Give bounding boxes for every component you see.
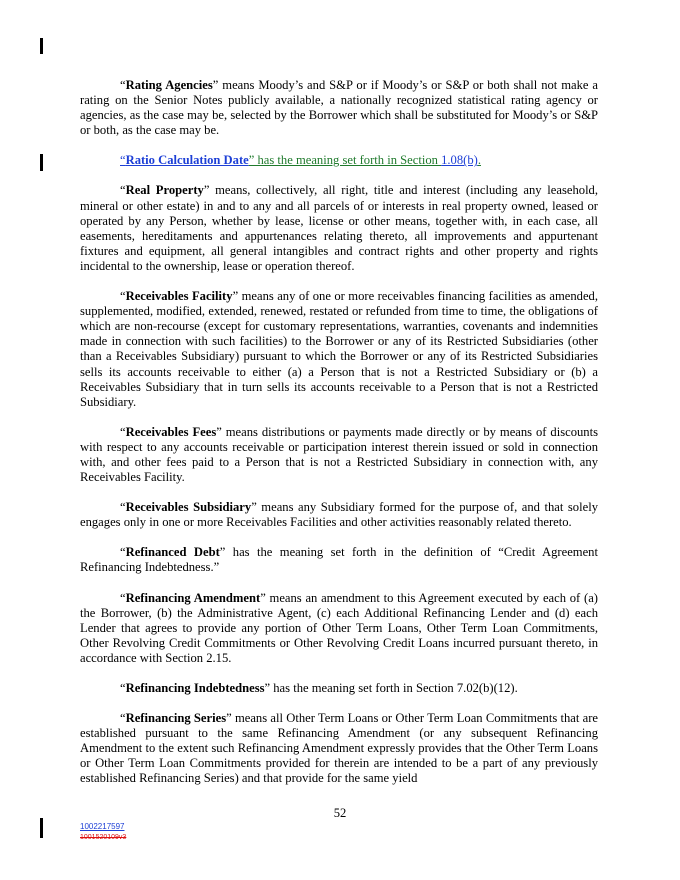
definition-text: ” means any of one or more receivables financing facilities as amended, supplemented, modified, extended, renewed, restated or refunded from time to time, the obligations of which are non-recourse (except for customary representations, warranties, covenants and indemnities made in connection with such facilities) to the Borrower or any of its Restricted Subsidiaries (other than a Receivables Subsidiary) pursuant to which the Borrower or any of its Restricted Subsidiaries sells its accounts receivable to either (a) a Person that is not a Restricted Subsidiary or (b) a Receivables Subsidiary that in turn sells its accounts receivable to a Person that is not a Restricted Subsidiary. <box>80 289 598 409</box>
inserted-period: . <box>477 153 481 168</box>
definition-refinancing-indebtedness <box>80 681 598 696</box>
page-body <box>80 78 598 787</box>
defined-term: Receivables Facility <box>125 289 233 304</box>
quote-open: “ <box>120 681 126 695</box>
quote-open: “ <box>120 289 126 304</box>
definition-text: ” means an amendment to this Agreement executed by each of (a) the Borrower, (b) the Administrative Agent, (c) each Additional Refinancing Lender and (d) each Lender that agrees to provide any portion of Other Term Loans, Other Term Loan Commitments, Other Revolving Credit Commitments or Other Revolving Credit Loans incurred pursuant thereto, in accordance with Section 2.15. <box>80 590 598 665</box>
definition-text: ” means Moody’s and S&P or if Moody’s or S&P or both shall not make a rating on the Senior Notes publicly available, a nationally recognized statistical rating agency or agencies, as the case may be, selected by the Borrower which shall be substituted for Moody’s or S&P or both, as the case may be. <box>80 78 598 138</box>
definition-refinancing-series <box>80 711 598 786</box>
definition-refinanced-debt <box>80 545 598 575</box>
defined-term: Rating Agencies <box>125 78 213 92</box>
quote-open: “ <box>120 78 126 92</box>
definition-text: ” has the meaning set forth in the definition of “Credit Agreement Refinancing Indebtedness.” <box>80 545 598 575</box>
change-bar-top <box>40 38 43 54</box>
defined-term: Ratio Calculation Date <box>125 153 249 168</box>
defined-term: Refinanced Debt <box>125 545 220 560</box>
deleted-document-id: 1001520109v3 <box>80 834 127 841</box>
quote-open: “ <box>120 500 126 515</box>
quote-open: “ <box>120 424 126 439</box>
change-bar-ratio <box>40 154 43 171</box>
definition-text: ” means all Other Term Loans or Other Term Loan Commitments that are established pursuant to the same Refinancing Amendment (or any subsequent Refinancing Amendment to the extent such Refinancing Amendment expressly provides that the Other Term Loans or Other Term Loan Commitments provided for therein are intended to be a part of any previously established Refinancing Series) and that provide for the same yield <box>80 711 598 786</box>
definition-receivables-subsidiary <box>80 500 598 530</box>
section-reference-link[interactable]: 1.08(b) <box>441 153 478 168</box>
quote-open: “ <box>120 153 126 168</box>
definition-text: ” has the meaning set forth in Section 7.02(b)(12). <box>264 681 518 695</box>
defined-term: Receivables Fees <box>125 424 217 439</box>
definition-real-property <box>80 183 598 274</box>
definition-rating-agencies <box>80 78 598 138</box>
defined-term: Refinancing Amendment <box>125 590 261 605</box>
quote-open: “ <box>120 711 126 726</box>
definition-refinancing-amendment <box>80 591 598 666</box>
definition-ratio-calculation-date <box>80 153 598 168</box>
defined-term: Real Property <box>125 183 204 198</box>
quote-open: “ <box>120 590 126 605</box>
definition-text: ” means distributions or payments made directly or by means of discounts with respect to any accounts receivable or participation interest therein issued or sold in connection with, and other fees paid to a Person that is not a Restricted Subsidiary in connection with, any Receivables Facility. <box>80 424 598 485</box>
inserted-text: ” has the meaning set forth in Section <box>248 153 442 168</box>
change-bar-footer <box>40 818 43 838</box>
definition-text: ” means any Subsidiary formed for the purpose of, and that solely engages only in one or more Receivables Facilities and other activities reasonably related thereto. <box>80 500 598 530</box>
definition-receivables-facility <box>80 289 598 410</box>
definition-text: ” means, collectively, all right, title and interest (including any leasehold, mineral or other estate) in and to any and all parcels of or interests in real property owned, leased or operated by any Person, whether by lease, license or other means, together with, in each case, all easements, hereditaments and appurtenances relating thereto, all improvements and appurtenant fixtures and equipment, all general intangibles and contract rights and other property and rights incidental to the ownership, lease or operation thereof. <box>80 183 599 273</box>
defined-term: Refinancing Series <box>125 711 227 726</box>
inserted-term-link[interactable] <box>120 153 249 167</box>
definition-receivables-fees <box>80 425 598 485</box>
document-id: 1002217597 <box>80 822 125 831</box>
page-number: 52 <box>333 806 347 820</box>
quote-open: “ <box>120 183 126 198</box>
defined-term: Refinancing Indebtedness <box>125 681 265 695</box>
defined-term: Receivables Subsidiary <box>125 500 252 515</box>
quote-open: “ <box>120 545 126 560</box>
